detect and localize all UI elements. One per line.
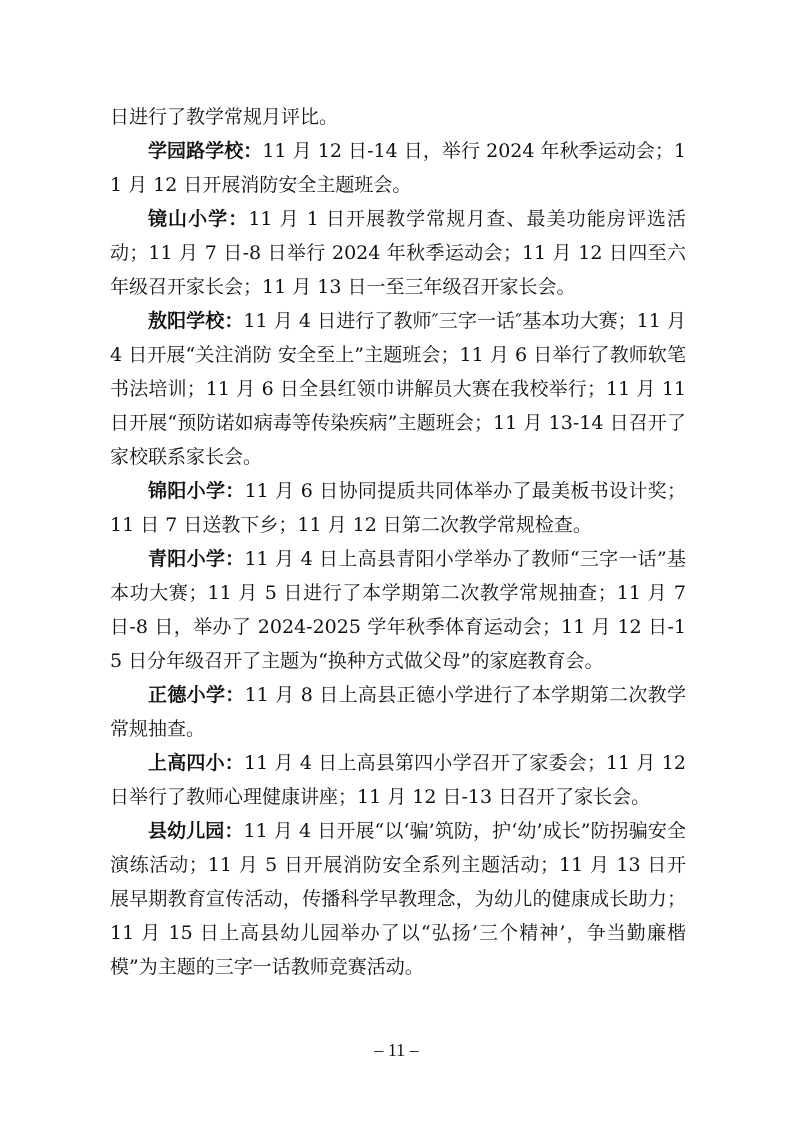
school-activities: 11 月 4 日进行了教师″三字一话″基本功大赛；11 月 4 日开展“关注消防 安全至上”主题班会；11 月 6 日举行了教师软笔书法培训；11 月 6 日全县红领巾讲解员大赛在我校举行；11 月 11 日开展“预防诺如病毒等传染疾病”主题班会；11 月 13-14 日召开了家校联系家长会。 <box>110 310 686 468</box>
page-number: – 11 – <box>374 1040 419 1060</box>
school-name: 学园路学校： <box>148 140 263 162</box>
school-name: 镜山小学： <box>148 208 249 230</box>
school-paragraph <box>110 202 686 304</box>
school-name: 县幼儿园： <box>148 820 244 842</box>
school-paragraph <box>110 474 686 542</box>
school-name: 敖阳学校： <box>148 310 244 332</box>
school-activities: 11 月 12 日-14 日，举行 2024 年秋季运动会；11 月 12 日开展消防安全主题班会。 <box>110 140 686 196</box>
school-name: 青阳小学： <box>148 548 245 570</box>
school-activities: 11 月 4 日上高县青阳小学举办了教师“三字一话”基本功大赛；11 月 5 日进行了本学期第二次教学常规抽查；11 月 7 日-8 日，举办了 2024-2025 学年秋季体育运动会；11 月 12 日-15 日分年级召开了主题为“换种方式做父母”的家庭教育会。 <box>110 548 686 672</box>
school-name: 锦阳小学： <box>148 480 245 502</box>
school-paragraph <box>110 814 686 984</box>
school-paragraph <box>110 134 686 202</box>
school-activities: 11 月 4 日开展“以‘骗’筑防，护‘幼’成长”防拐骗安全演练活动；11 月 5 日开展消防安全系列主题活动；11 月 13 日开展早期教育宣传活动，传播科学早教理念，为幼儿的健康成长助力；11 月 15 日上高县幼儿园举办了以“弘扬’三个精神’，争当勤廉楷模”为主题的三字一话教师竞赛活动。 <box>110 820 686 978</box>
school-name: 上高四小： <box>148 752 244 774</box>
school-paragraph <box>110 746 686 814</box>
school-activities: 11 月 1 日开展教学常规月查、最美功能房评选活动；11 月 7 日-8 日举行 2024 年秋季运动会；11 月 12 日四至六年级召开家长会；11 月 13 日一至三年级召开家长会。 <box>110 208 686 298</box>
school-paragraph <box>110 678 686 746</box>
school-activities: 11 月 4 日上高县第四小学召开了家委会；11 月 12 日举行了教师心理健康讲座；11 月 12 日-13 日召开了家长会。 <box>110 752 686 808</box>
school-paragraph <box>110 542 686 678</box>
school-name: 正德小学： <box>148 684 245 706</box>
continuation-paragraph: 日进行了教学常规月评比。 <box>110 106 339 128</box>
school-activities: 11 月 6 日协同提质共同体举办了最美板书设计奖；11 日 7 日送教下乡；11 月 12 日第二次教学常规检查。 <box>110 480 686 536</box>
school-paragraph <box>110 304 686 474</box>
document-body <box>110 100 686 984</box>
school-activities: 11 月 8 日上高县正德小学进行了本学期第二次教学常规抽查。 <box>110 684 686 740</box>
